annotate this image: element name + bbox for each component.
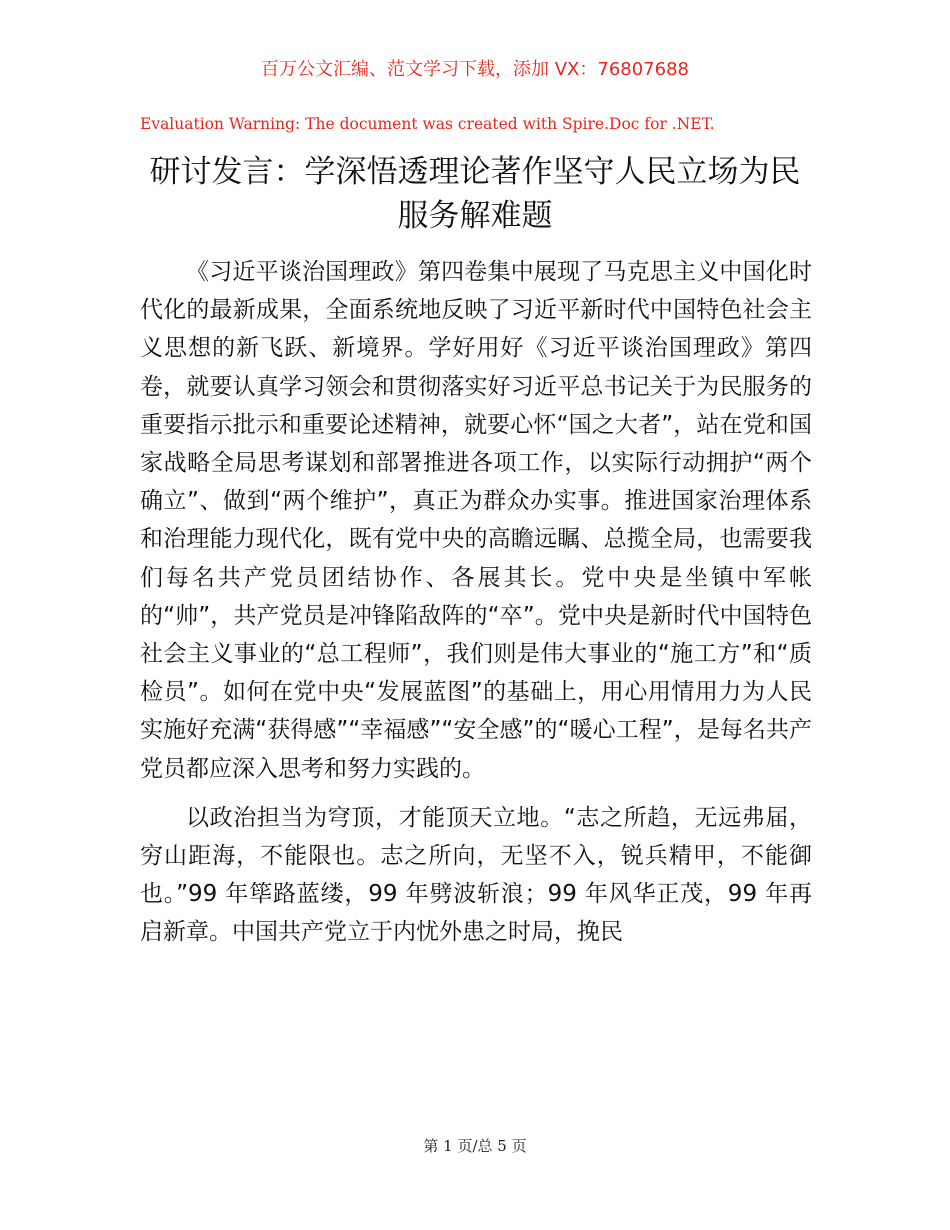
document-title: 研讨发言：学深悟透理论著作坚守人民立场为民服务解难题 [149,154,801,234]
document-body [140,253,812,952]
page-number: 第 1 页/总 5 页 [423,1137,527,1155]
paragraph-1: 《习近平谈治国理政》第四卷集中展现了马克思主义中国化时代化的最新成果，全面系统地反映了习近平新时代中国特色社会主义思想的新飞跃、新境界。学好用好《习近平谈治国理政》第四卷，就要认真学习领会和贯彻落实好习近平总书记关于为民服务的重要指示批示和重要论述精神，就要心怀“国之大者”，站在党和国家战略全局思考谋划和部署推进各项工作，以实际行动拥护“两个确立”、做到“两个维护”，真正为群众办实事。推进国家治理体系和治理能力现代化，既有党中央的高瞻远瞩、总揽全局，也需要我们每名共产党员团结协作、各展其长。党中央是坐镇中军帐的“帅”，共产党员是冲锋陷敌阵的“卒”。党中央是新时代中国特色社会主义事业的“总工程师”，我们则是伟大事业的“施工方”和“质检员”。如何在党中央“发展蓝图”的基础上，用心用情用力为人民实施好充满“获得感”“幸福感”“安全感”的“暖心工程”，是每名共产党员都应深入思考和努力实践的。 [140,259,812,782]
promo-banner: 百万公文汇编、范文学习下载，添加 VX：76807688 [261,59,689,80]
evaluation-warning: Evaluation Warning: The document was created with Spire.Doc for .NET. [140,115,715,133]
paragraph-2: 以政治担当为穹顶，才能顶天立地。“志之所趋，无远弗届，穷山距海，不能限也。志之所向，无坚不入，锐兵精甲，不能御也。”99 年筚路蓝缕，99 年劈波斩浪；99 年风华正茂，99 年再启新章。中国共产党立于内忧外患之时局，挽民 [140,804,812,946]
